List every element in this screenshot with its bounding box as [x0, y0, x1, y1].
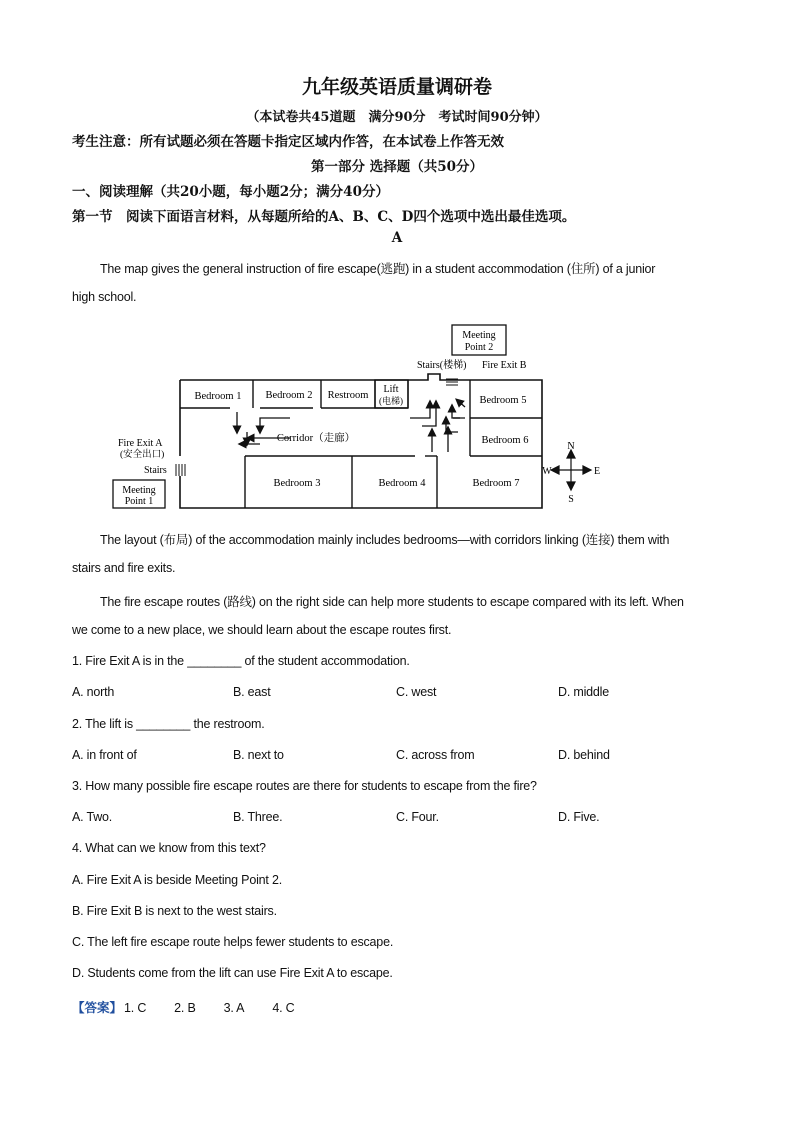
fire-exit-b-label: Fire Exit B — [482, 360, 527, 371]
q1-option-d: D. middle — [558, 685, 609, 699]
q4-option-d: D. Students come from the lift can use Fire Exit A to escape. — [72, 966, 393, 980]
passage-para2-line2: stairs and fire exits. — [72, 561, 176, 575]
answer-line — [72, 997, 294, 1016]
q4-option-a: A. Fire Exit A is beside Meeting Point 2. — [72, 873, 282, 887]
bedroom-3-label: Bedroom 3 — [273, 478, 321, 489]
question-3-stem: 3. How many possible fire escape routes are there for students to escape from the fire? — [72, 779, 537, 793]
q1-option-c: C. west — [396, 685, 437, 699]
bedroom-1-label: Bedroom 1 — [194, 391, 242, 402]
compass-n: N — [567, 441, 575, 452]
answer-4: 4. C — [272, 1001, 295, 1015]
meeting-point-1-label-2: Point 1 — [124, 496, 154, 507]
compass-e: E — [593, 466, 601, 477]
q2-option-d: D. behind — [558, 748, 610, 762]
stairs-top-label: Stairs(楼梯) — [417, 360, 467, 371]
fire-exit-a-label: Fire Exit A — [118, 438, 163, 449]
q4-option-b: B. Fire Exit B is next to the west stairs. — [72, 904, 277, 918]
fire-escape-map — [110, 322, 610, 514]
passage-para1-line1: The map gives the general instruction of fire escape(逃跑) in a student accommodation (住所) of a junior — [100, 262, 656, 276]
compass-s: S — [568, 494, 574, 505]
fire-exit-a-cn-label: (安全出口) — [120, 450, 165, 460]
q3-option-a: A. Two. — [72, 810, 113, 824]
meeting-point-2-label: Meeting — [462, 330, 496, 341]
exam-notice: 考生注意：所有试题必须在答题卡指定区域内作答，在本试卷上作答无效 — [72, 134, 504, 150]
answer-1: 1. C — [124, 1001, 147, 1015]
question-2-stem: 2. The lift is ________ the restroom. — [72, 717, 265, 731]
lift-label: Lift — [383, 384, 399, 395]
q2-option-b: B. next to — [233, 748, 284, 762]
answer-3: 3. A — [223, 1001, 245, 1015]
restroom-label: Restroom — [327, 390, 369, 401]
lift-label-cn: (电梯) — [379, 396, 403, 406]
q1-option-a: A. north — [72, 685, 115, 699]
q3-option-d: D. Five. — [558, 810, 600, 824]
right-escape-arrows — [410, 400, 465, 452]
stairs-left-icon — [176, 464, 185, 476]
answer-2: 2. B — [174, 1001, 196, 1015]
bedroom-4-label: Bedroom 4 — [378, 478, 426, 489]
q1-option-b: B. east — [233, 685, 271, 699]
compass-icon — [551, 450, 591, 490]
exam-subtitle: （本试卷共45道题 满分90分 考试时间90分钟） — [246, 110, 548, 125]
question-4-stem: 4. What can we know from this text? — [72, 841, 266, 855]
meeting-point-1-label: Meeting — [122, 485, 156, 496]
passage-letter: A — [391, 230, 403, 246]
passage-para2-line1: The layout (布局) of the accommodation mainly includes bedrooms—with corridors linking (连接) them with — [100, 533, 670, 547]
q3-option-c: C. Four. — [396, 810, 439, 824]
bedroom-5-label: Bedroom 5 — [479, 395, 527, 406]
exam-title: 九年级英语质量调研卷 — [301, 76, 492, 98]
q2-option-c: C. across from — [396, 748, 475, 762]
section-instruction: 第一节 阅读下面语言材料，从每题所给的A、B、C、D四个选项中选出最佳选项。 — [72, 209, 576, 225]
corridor-label: Corridor（走廊） — [276, 433, 356, 444]
answer-tag: 【答案】 — [72, 1000, 123, 1015]
section-title: 一、阅读理解（共20小题，每小题2分；满分40分） — [72, 184, 389, 200]
compass-w: W — [542, 466, 552, 477]
q2-option-a: A. in front of — [72, 748, 137, 762]
stairs-left-label: Stairs — [144, 465, 167, 476]
q3-option-b: B. Three. — [233, 810, 283, 824]
question-1-stem: 1. Fire Exit A is in the ________ of the student accommodation. — [72, 654, 410, 668]
bedroom-7-label: Bedroom 7 — [472, 478, 520, 489]
passage-para1-line2: high school. — [72, 290, 137, 304]
passage-para3-line1: The fire escape routes (路线) on the right side can help more students to escape compared with its left. When — [100, 595, 684, 609]
passage-para3-line2: we come to a new place, we should learn about the escape routes first. — [72, 623, 452, 637]
bedroom-2-label: Bedroom 2 — [265, 390, 313, 401]
meeting-point-2-label-2: Point 2 — [464, 342, 494, 353]
bedroom-6-label: Bedroom 6 — [481, 435, 529, 446]
q4-option-c: C. The left fire escape route helps fewer students to escape. — [72, 935, 394, 949]
part-title: 第一部分 选择题（共50分） — [311, 159, 483, 175]
